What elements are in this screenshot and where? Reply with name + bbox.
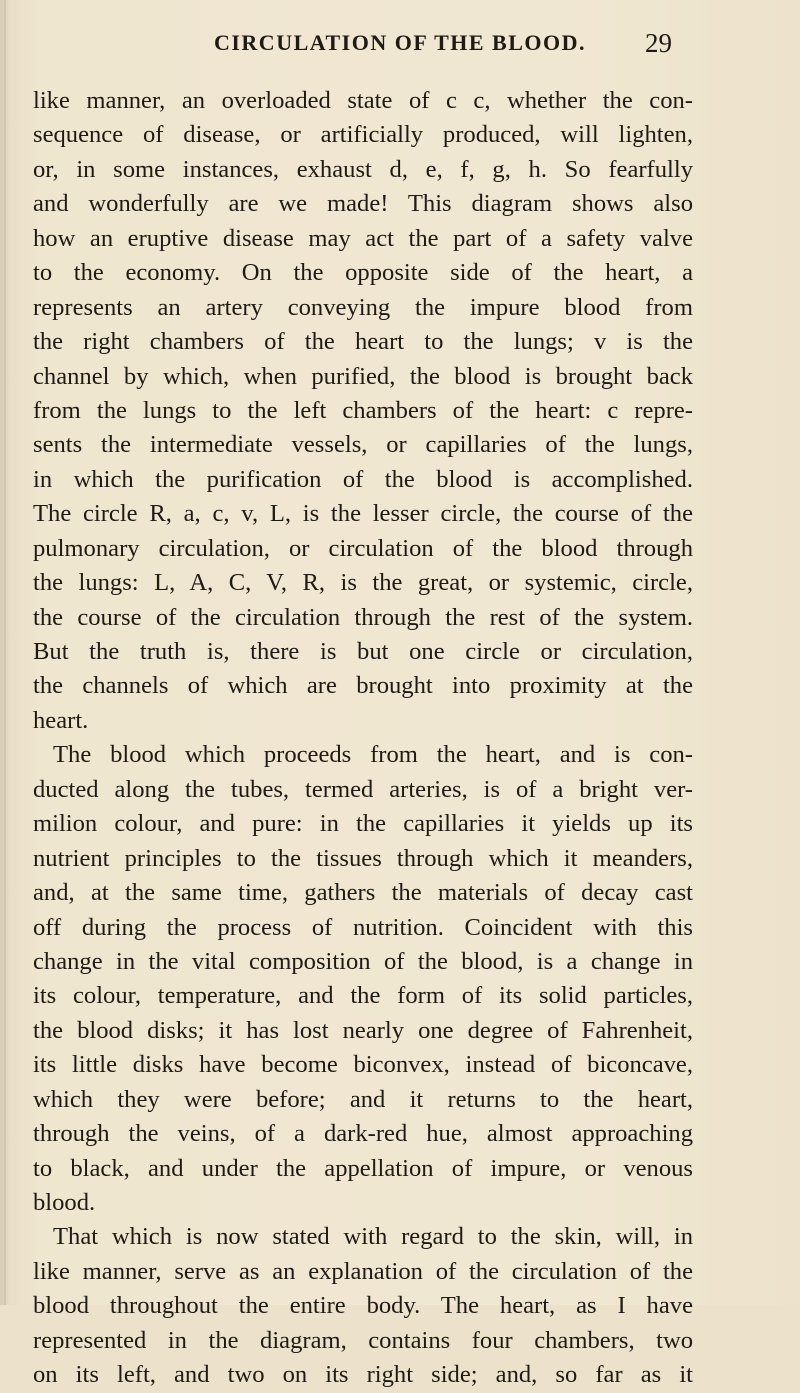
page-number: 29 [645, 28, 672, 58]
text-line: like manner, an overloaded state of c c, whether the con- [33, 87, 693, 114]
text-line: change in the vital composition of the blood, is a change in [33, 947, 693, 975]
text-line: blood throughout the entire body. The heart, as I have [33, 1292, 693, 1320]
text-line: the blood disks; it has lost nearly one degree of Fahrenheit, [33, 1016, 693, 1044]
text-line: represented in the diagram, contains four chambers, two [33, 1326, 693, 1354]
text-line: That which is now stated with regard to the skin, will, in [53, 1223, 693, 1251]
text-line: nutrient principles to the tissues through which it meanders, [33, 844, 693, 872]
text-line: on its left, and two on its right side; and, so far as it [33, 1361, 693, 1389]
text-line: But the truth is, there is but one circle or circulation, [33, 638, 693, 665]
text-line: which they were before; and it returns to the heart, [33, 1085, 693, 1113]
text-line: sequence of disease, or artificially produced, will lighten, [33, 121, 693, 149]
text-line: the lungs: L, A, C, V, R, is the great, or systemic, circle, [33, 569, 693, 597]
running-head [0, 28, 800, 64]
text-line: milion colour, and pure: in the capillaries it yields up its [33, 810, 693, 838]
text-line: through the veins, of a dark-red hue, almost approaching [33, 1120, 693, 1148]
text-line: The blood which proceeds from the heart, and is con- [53, 741, 693, 769]
text-line: from the lungs to the left chambers of the heart: c repre- [33, 396, 693, 424]
text-line: and, at the same time, gathers the materials of decay cast [33, 879, 693, 907]
text-line: blood. [33, 1189, 96, 1216]
text-line: sents the intermediate vessels, or capillaries of the lungs, [33, 431, 693, 459]
text-line: its little disks have become biconvex, instead of biconcave, [33, 1051, 693, 1079]
text-line: represents an artery conveying the impure blood from [33, 293, 693, 321]
text-line: The circle R, a, c, v, L, is the lesser circle, the course of the [33, 500, 693, 528]
text-line: the channels of which are brought into proximity at the [33, 672, 693, 700]
text-line: ducted along the tubes, termed arteries, is of a bright ver- [33, 775, 693, 803]
text-line: like manner, serve as an explanation of the circulation of the [33, 1257, 693, 1285]
body-text [33, 84, 693, 1393]
binding-edge [4, 0, 6, 1305]
running-title: CIRCULATION OF THE BLOOD. [213, 30, 587, 55]
text-line: the right chambers of the heart to the lungs; v is the [33, 328, 693, 356]
text-line: pulmonary circulation, or circulation of the blood through [33, 534, 693, 562]
text-line: the course of the circulation through the rest of the system. [33, 603, 693, 631]
text-line: its colour, temperature, and the form of its solid particles, [33, 982, 693, 1010]
text-line: how an eruptive disease may act the part of a safety valve [33, 224, 693, 252]
text-line: to black, and under the appellation of impure, or venous [33, 1154, 693, 1182]
text-line: off during the process of nutrition. Coincident with this [33, 913, 693, 941]
text-line: channel by which, when purified, the blood is brought back [33, 362, 693, 390]
text-line: in which the purification of the blood is accomplished. [33, 465, 693, 493]
text-line: to the economy. On the opposite side of the heart, a [33, 259, 693, 287]
text-line: and wonderfully are we made! This diagram shows also [33, 190, 693, 218]
text-line: heart. [33, 706, 89, 734]
text-line: or, in some instances, exhaust d, e, f, g, h. So fearfully [33, 155, 693, 183]
